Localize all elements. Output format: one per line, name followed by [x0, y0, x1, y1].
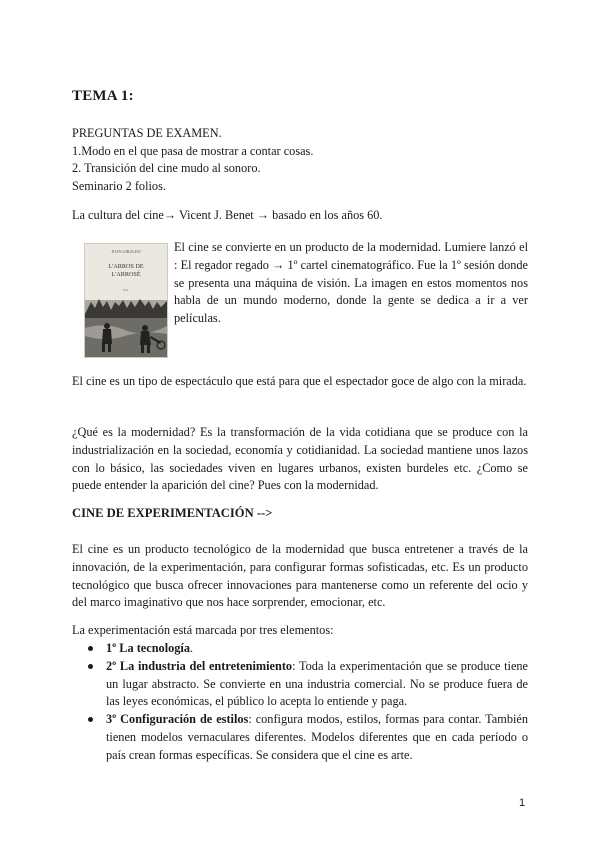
book-publisher-text: ED.	[123, 288, 129, 292]
list-item	[72, 658, 528, 711]
bullet-dot	[88, 664, 93, 669]
elements-list	[72, 640, 528, 765]
spectacle-paragraph: El cine es un tipo de espectáculo que está para que el espectador goce de algo con la mirada.	[72, 374, 527, 388]
book-title-line-1: L'ARROS DE	[108, 263, 144, 270]
bullet-dot	[88, 646, 93, 651]
list-item-text: : Toda la experimentación que se produce tiene un lugar abstracto. Se convierte en una industria comercial. No se produce fuera de las leyes económicas, el público lo acepta lo entiende y paga.	[106, 658, 529, 709]
list-item-text: .	[189, 641, 194, 655]
section-heading: CINE DE EXPERIMENTACIÓN -->	[72, 506, 273, 520]
exam-question-2: 2. Transición del cine mudo al sonoro.	[72, 161, 261, 175]
modernity-paragraph: ¿Qué es la modernidad? Es la transformación de la vida cotidiana que se produce con la industrialización en la sociedad, economía y cotidianidad. La sociedad mantiene unos lazos con lo básico, las sociedades viven en lugares urbanos, existen burdeles etc. ¿Como se puede entender la aparición del cine? Pues con la modernidad.	[72, 425, 528, 493]
exam-question-1: 1.Modo en el que pasa de mostrar a contar cosas.	[72, 143, 314, 158]
list-item	[72, 711, 528, 764]
book-title-line-2: L'ARROSÉ	[111, 271, 141, 278]
list-item-bold: 2º La industria del entretenimiento	[106, 658, 293, 673]
list-item-bold: 3º Configuración de estilos	[106, 712, 249, 727]
book-author-text: JOAN GIRALDO	[111, 249, 141, 254]
exam-heading: PREGUNTAS DE EXAMEN.	[72, 126, 222, 140]
list-item-text: : configura modos, estilos, formas para contar. También tienen modelos vernaculares diferentes. Modelos diferentes que en cada período o país crean formas específicas. Se considera que el cine es arte.	[106, 712, 528, 762]
list-item	[72, 640, 528, 658]
page-title: TEMA 1:	[72, 88, 134, 104]
exam-questions	[72, 125, 313, 195]
culture-line: La cultura del cine→ Vicent J. Benet → basado en los años 60.	[72, 208, 383, 222]
elements-intro: La experimentación está marcada por tres elementos:	[72, 623, 334, 637]
page-number: 1	[519, 797, 526, 809]
intro-paragraph: El cine se convierte en un producto de la modernidad. Lumiere lanzó el : El regador regado → 1º cartel cinematográfico. Fue la 1º sesión donde se presenta una máquina de visión. La imagen en estos momentos nos habla de un mundo moderno, donde la gente se dedica a ir a ver películas.	[174, 240, 528, 326]
book-cover-illustration	[85, 244, 167, 357]
seminar-note: Seminario 2 folios.	[72, 178, 166, 193]
experimentation-paragraph: El cine es un producto tecnológico de la modernidad que busca entretener a través de la innovación, de la experimentación, para configurar formas sofisticadas, etc. Es un producto tecnológico que busca ofrecer innovaciones para mantenerse como un referente del ocio y del marco imaginativo que nos hace sorprender, emocionar, etc.	[72, 542, 528, 610]
book-cover-image	[84, 243, 168, 358]
bullet-dot	[88, 717, 93, 722]
list-item-bold: 1º La tecnología	[106, 641, 190, 655]
